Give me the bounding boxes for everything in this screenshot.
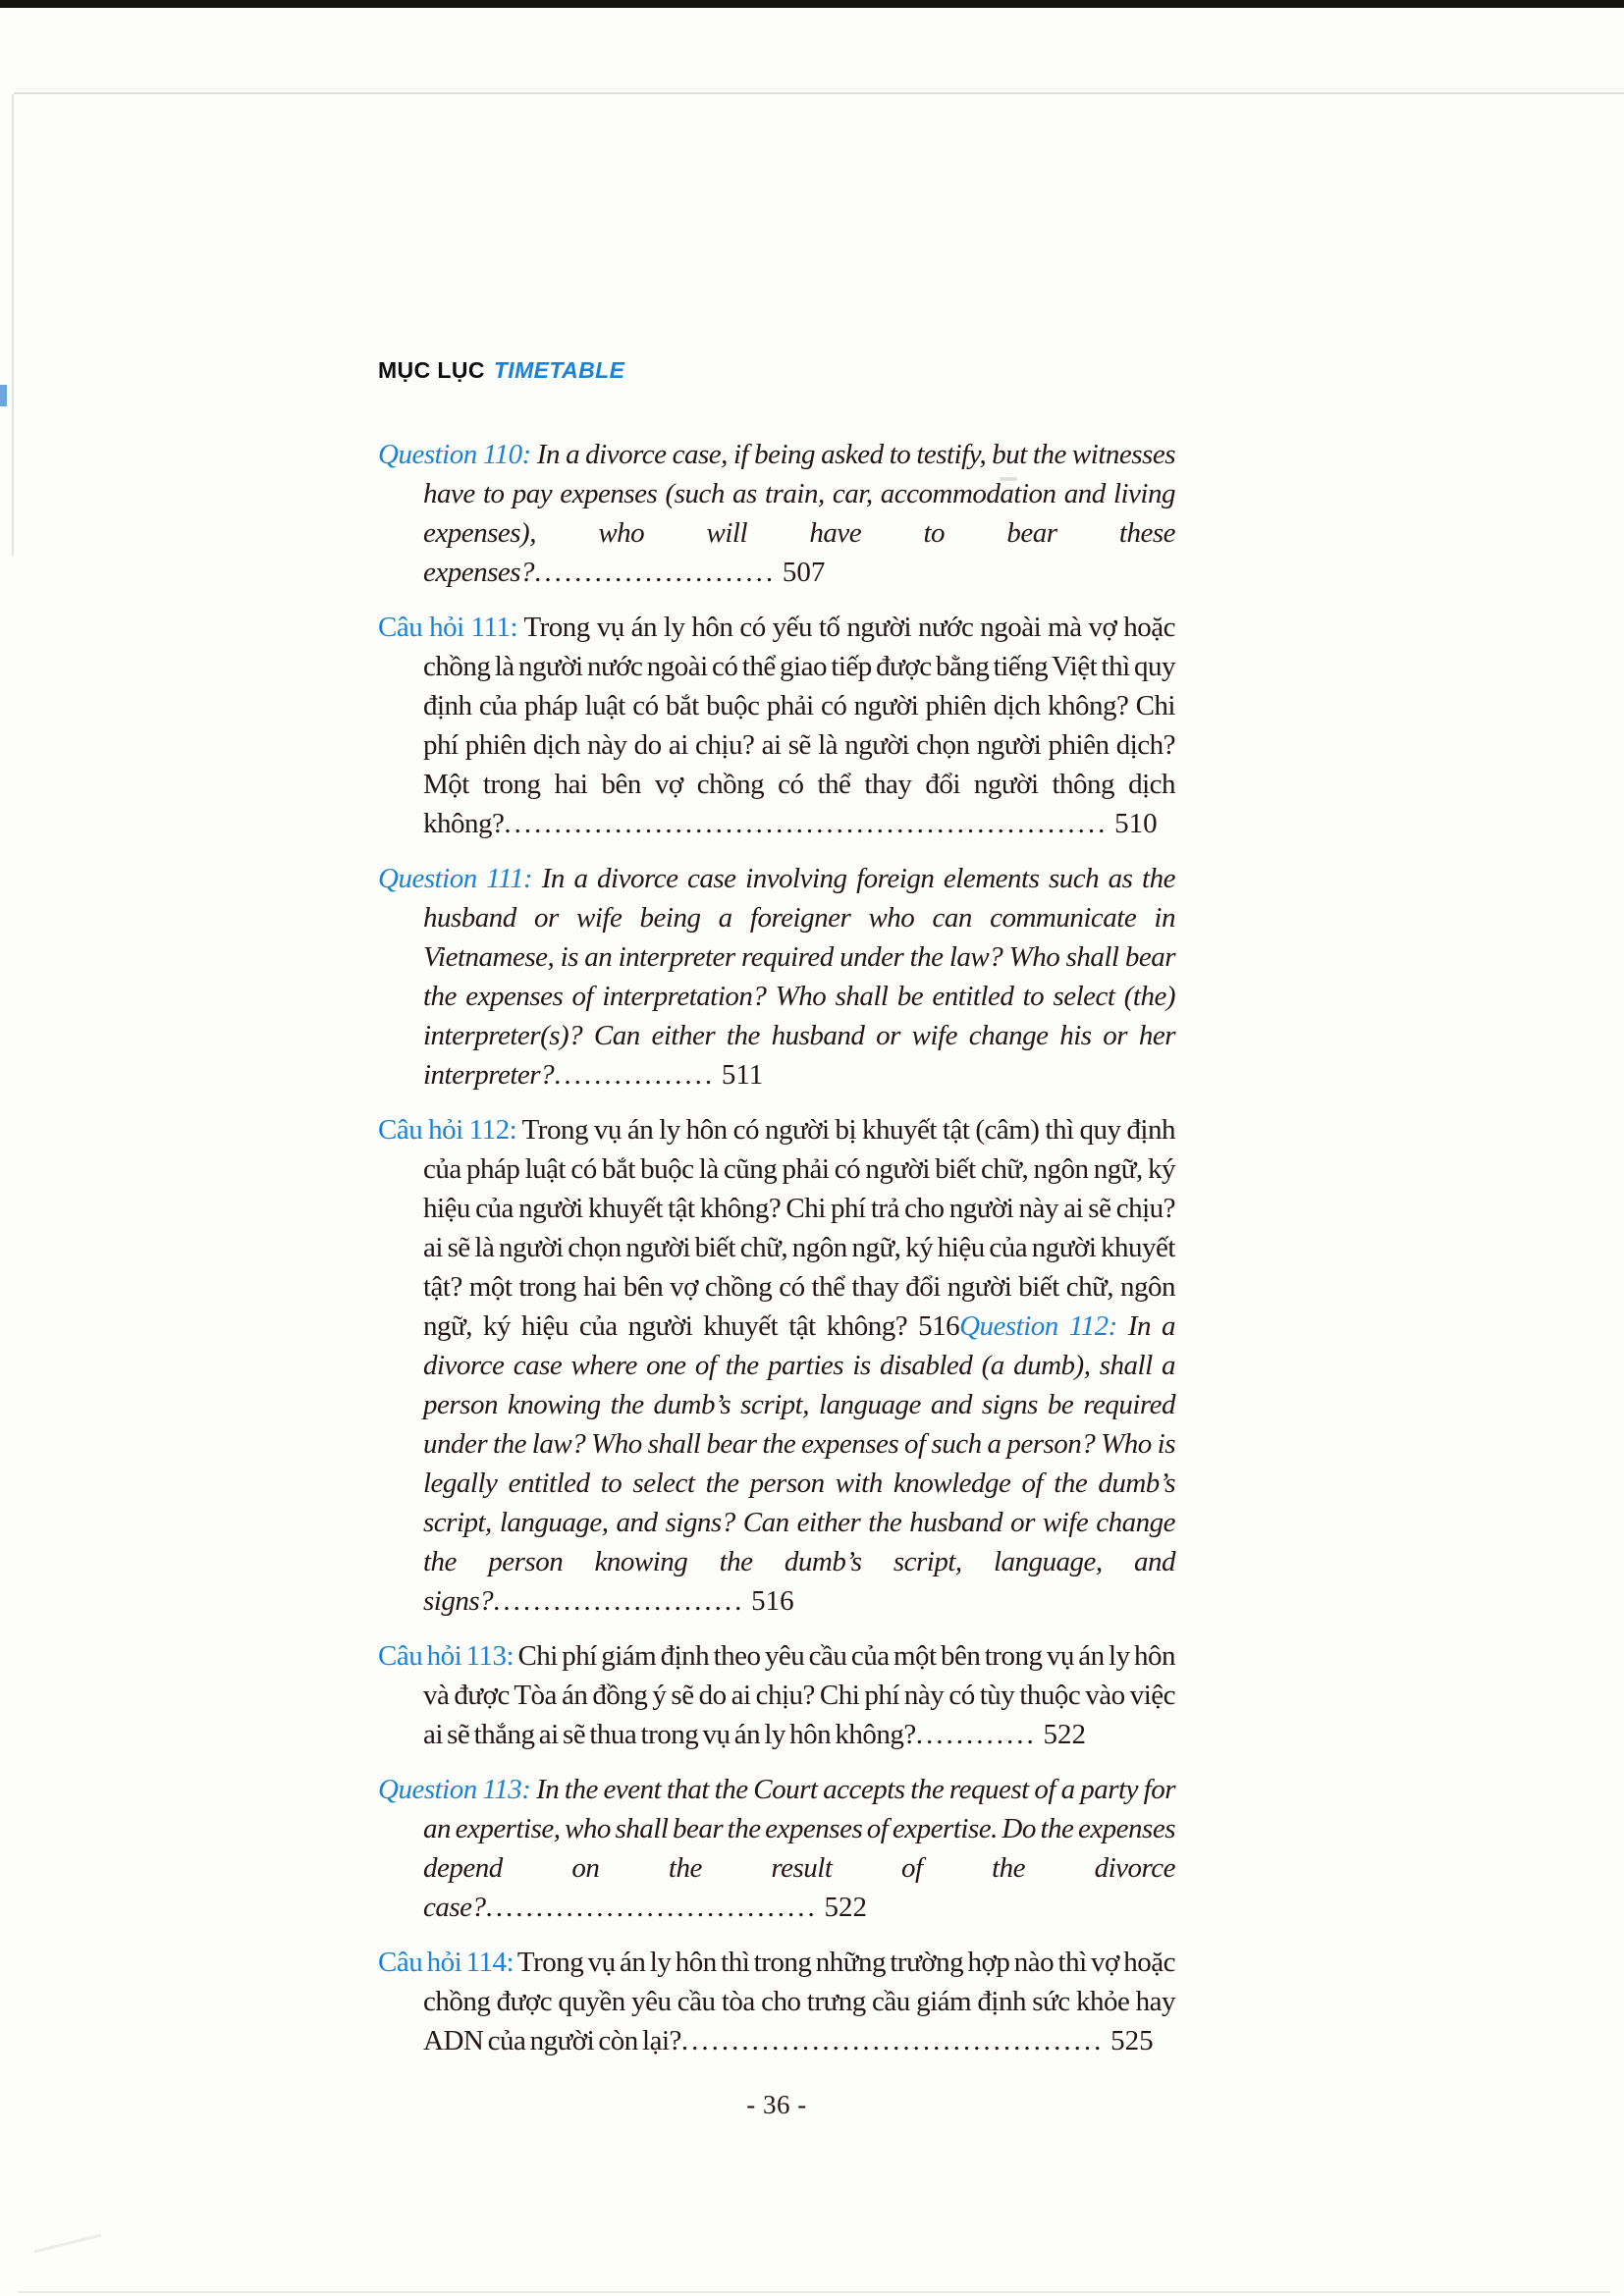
- toc-page-number: 525: [1106, 2025, 1154, 2056]
- toc-entry-label: Câu hỏi 111:: [378, 612, 524, 643]
- toc-entry-label: Question 110:: [378, 439, 537, 470]
- toc-entry-text: Chi phí giám định theo yêu cầu của một bên trong vụ án ly hôn và được Tòa án đồng ý sẽ do ai chịu? Chi phí này có tùy thuộc vào việc ai sẽ thắng ai sẽ thua trong vụ án ly hôn không?: [423, 1640, 1175, 1750]
- header-title-vi: MỤC LỤC: [378, 357, 485, 383]
- toc-leader-dots: ..........................................: [680, 2025, 1105, 2056]
- toc-entry: [378, 859, 1175, 1095]
- toc-entry: [378, 608, 1175, 843]
- toc-entry: [378, 435, 1175, 592]
- toc-entry-text: In a divorce case involving foreign elements such as the husband or wife being a foreigner who can communicate in Vietnamese, is an interpreter required under the law? Who shall bear the expenses of interpretation? Who shall be entitled to select (the) interpreter(s)? Can either the husband or wife change his or her interpreter?: [423, 863, 1175, 1091]
- toc-entry-text: Trong vụ án ly hôn có người bị khuyết tật (câm) thì quy định của pháp luật có bắt buộc là cũng phải có người biết chữ, ngôn ngữ, ký hiệu của người khuyết tật không? Chi phí trả cho người này ai sẽ chịu? ai sẽ là người chọn người biết chữ, ngôn ngữ, ký hiệu của người khuyết tật? một trong hai bên vợ chồng có thể thay đổi người biết chữ, ngôn ngữ, ký hiệu của người khuyết tật không? 516: [423, 1114, 1175, 1342]
- toc-entry-label: Câu hỏi 112:: [378, 1114, 522, 1146]
- toc-entry-label: Question 111:: [378, 863, 542, 894]
- scan-bottom-line: [18, 2291, 1610, 2293]
- toc-list: [378, 435, 1175, 2060]
- toc-entry: [378, 1636, 1175, 1754]
- scan-blue-mark: [0, 385, 7, 406]
- toc-leader-dots: ........................: [534, 557, 777, 588]
- page-number-footer: - 36 -: [746, 2090, 807, 2119]
- toc-page-number: 510: [1110, 808, 1158, 839]
- toc-entry-label: Question 113:: [378, 1774, 537, 1805]
- toc-leader-dots: ............................................................: [504, 808, 1109, 839]
- scan-top-edge: [0, 0, 1624, 8]
- toc-page-number: 511: [717, 1059, 764, 1091]
- toc-entry-label: Câu hỏi 113:: [378, 1640, 518, 1672]
- scan-smudge-bottom: [34, 2234, 102, 2254]
- toc-page-number: 516: [746, 1585, 794, 1617]
- toc-entry-label: Câu hỏi 114:: [378, 1947, 517, 1978]
- toc-entry-text: In a divorce case, if being asked to testify, but the witnesses have to pay expenses (such as train, car, accommodation and living expenses), who will have to bear these expenses?: [423, 439, 1175, 588]
- scan-left-edge-line: [12, 94, 14, 556]
- page-content: [378, 357, 1175, 2120]
- toc-entry-text: Trong vụ án ly hôn thì trong những trường hợp nào thì vợ hoặc chồng được quyền yêu cầu tòa cho trưng cầu giám định sức khỏe hay ADN của người còn lại?: [423, 1947, 1175, 2056]
- toc-entry-text: In a divorce case where one of the parties is disabled (a dumb), shall a person knowing the dumb’s script, language and signs be required under the law? Who shall bear the expenses of such a person? Who is legally entitled to select the person with knowledge of the dumb’s script, language, and signs? Can either the husband or wife change the person knowing the dumb’s script, language, and signs?: [423, 1310, 1175, 1617]
- toc-page-number: 522: [819, 1892, 868, 1923]
- header-title-en: TIMETABLE: [493, 357, 625, 383]
- toc-entry-text: Trong vụ án ly hôn có yếu tố người nước ngoài mà vợ hoặc chồng là người nước ngoài có thể giao tiếp được bằng tiếng Việt thì quy định của pháp luật có bắt buộc phải có người phiên dịch không? Chi phí phiên dịch này do ai chịu? ai sẽ là người chọn người phiên dịch? Một trong hai bên vợ chồng có thể thay đổi người thông dịch không?: [423, 612, 1175, 839]
- toc-entry-label: Question 112:: [959, 1310, 1128, 1342]
- scan-divider-line: [14, 92, 1624, 94]
- toc-entry: [378, 1943, 1175, 2060]
- toc-page-number: 507: [778, 557, 826, 588]
- page-header: [378, 357, 1175, 384]
- toc-entry-text: In the event that the Court accepts the request of a party for an expertise, who shall bear the expenses of expertise. Do the expenses depend on the result of the divorce case?: [423, 1774, 1175, 1923]
- toc-entry: [378, 1110, 1175, 1621]
- toc-leader-dots: ............: [915, 1719, 1037, 1750]
- toc-page-number: 522: [1038, 1719, 1087, 1750]
- toc-entry: [378, 1770, 1175, 1927]
- toc-leader-dots: .........................: [493, 1585, 745, 1617]
- toc-leader-dots: .................................: [485, 1892, 818, 1923]
- toc-leader-dots: ................: [554, 1059, 716, 1091]
